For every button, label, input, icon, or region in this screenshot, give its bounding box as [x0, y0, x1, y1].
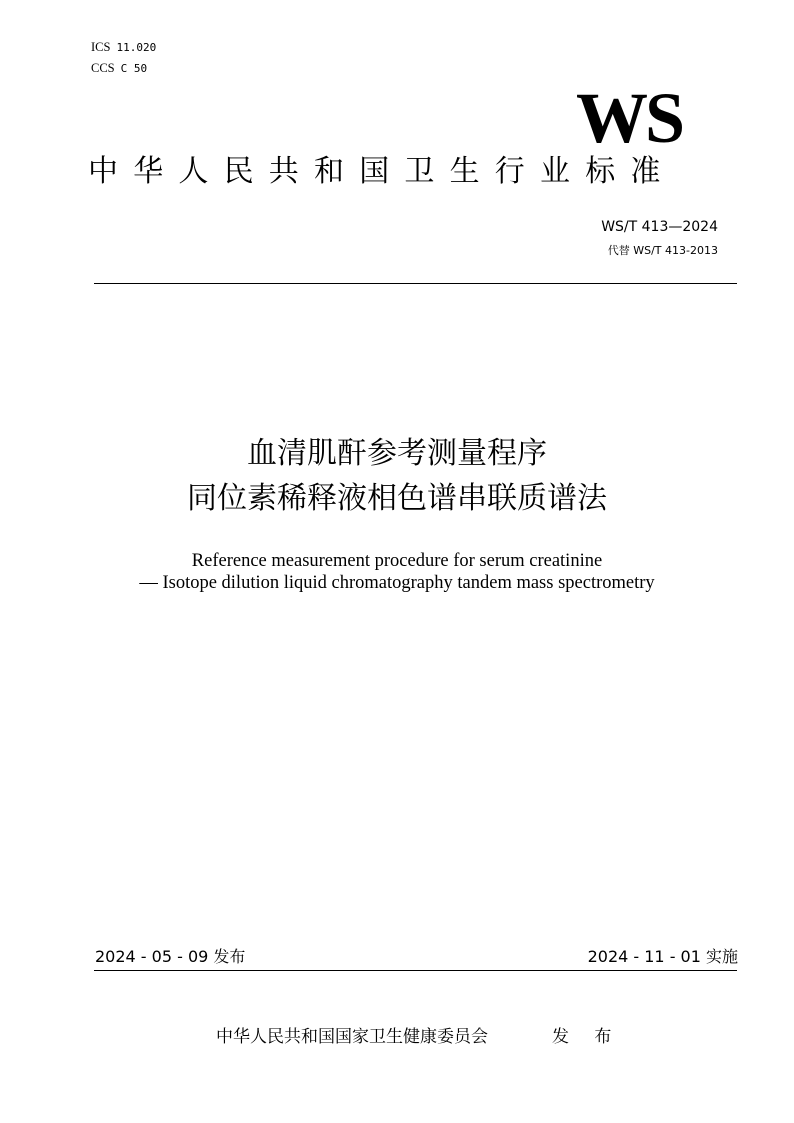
replaces-standard: 代替 WS/T 413-2013	[607, 244, 718, 257]
ccs-label: CCS	[91, 61, 115, 75]
ccs-value: C 50	[120, 62, 148, 75]
ics-label: ICS	[91, 40, 111, 54]
ics-value: 11.020	[116, 41, 157, 54]
header-divider	[94, 283, 737, 284]
implementation-date: 2024 - 11 - 01 实施	[587, 947, 738, 966]
ics-classification	[91, 40, 156, 55]
issue-date: 2024 - 05 - 09 发布	[95, 947, 246, 966]
standard-number: WS/T 413—2024	[601, 219, 718, 235]
title-en-line-1: Reference measurement procedure for serum creatinine	[191, 551, 603, 571]
publisher: 中华人民共和国国家卫生健康委员会	[216, 1027, 488, 1047]
publish-label: 发 布	[552, 1027, 622, 1047]
footer-divider	[94, 970, 737, 971]
ccs-classification	[91, 61, 147, 76]
standard-category: 中华人民共和国卫生行业标准	[88, 154, 676, 189]
title-zh-line-2: 同位素稀释液相色谱串联质谱法	[187, 481, 607, 516]
title-zh-line-1: 血清肌酐参考测量程序	[247, 436, 547, 471]
title-en-line-2: — Isotope dilution liquid chromatography tandem mass spectrometry	[139, 573, 655, 593]
ws-logo: WS	[575, 78, 682, 158]
